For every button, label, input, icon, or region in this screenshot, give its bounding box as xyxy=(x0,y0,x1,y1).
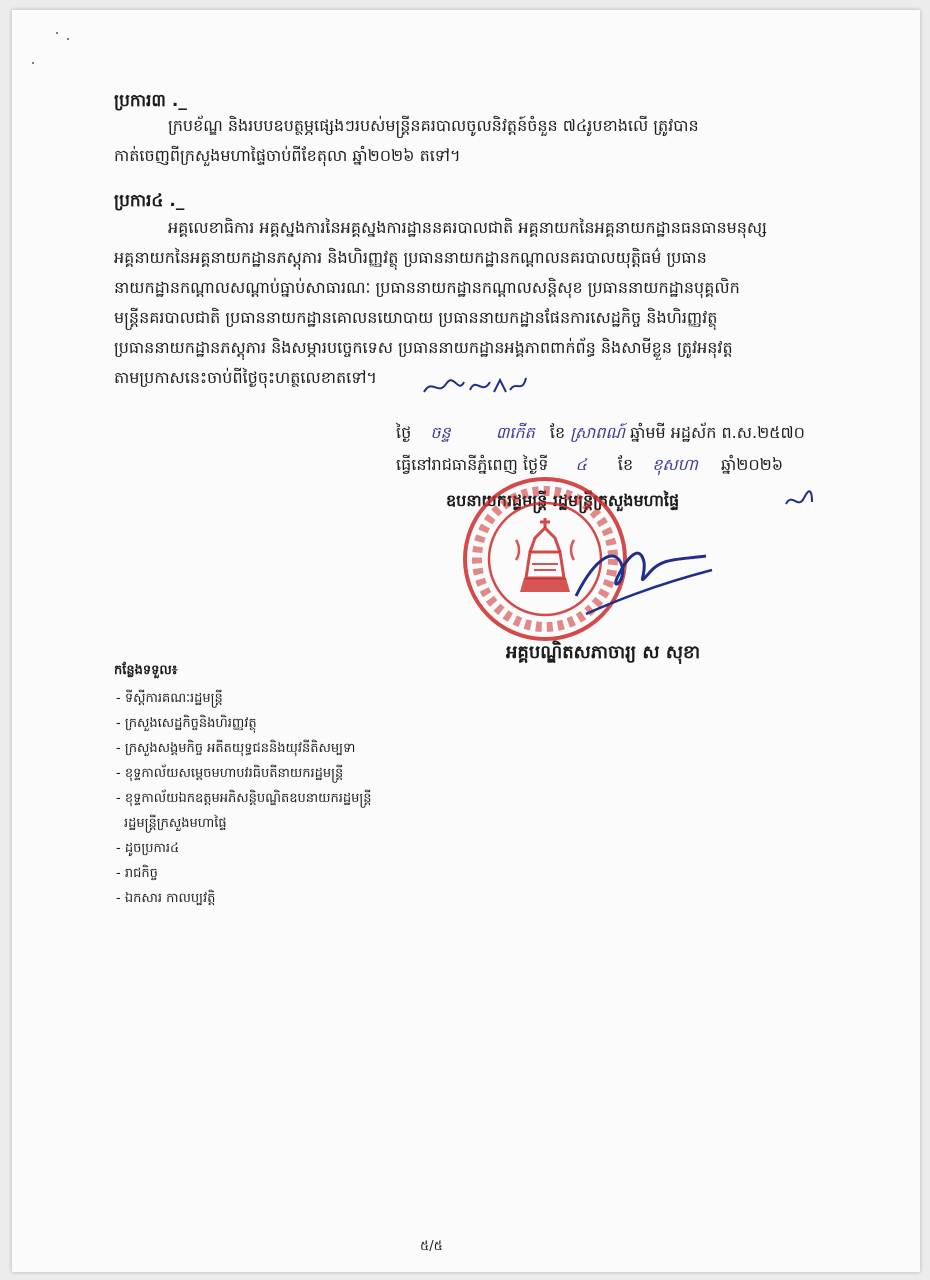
solar-month-handwritten: ខុសហា xyxy=(652,455,698,474)
article-4-line-4: មន្ត្រីនគរបាលជាតិ ប្រធាននាយកដ្ឋានគោលនយោបាយ ប្រធាននាយកដ្ឋានផែនការសេដ្ឋកិច្ច និងហិរញ្ញវត្ថុ xyxy=(114,308,718,327)
signatory-title: ឧបនាយករដ្ឋមន្ត្រី រដ្ឋមន្ត្រីក្រសួងមហាផ្ទៃ xyxy=(446,491,680,510)
recipient-item: - ឯកសារ កាលប្បវត្តិ xyxy=(116,891,216,906)
document-page xyxy=(12,10,920,1272)
article-4-line-5: ប្រធាននាយកដ្ឋានភស្តុភារ និងសម្ភារបច្ចេកទេស ប្រធាននាយកដ្ឋានអង្គភាពពាក់ព័ន្ធ និងសាមីខ្លួន ត្រូវអនុវត្ត xyxy=(114,338,733,357)
title-initial-scribble-icon xyxy=(782,488,816,514)
recipient-item: - រាជកិច្ច xyxy=(116,866,158,881)
recipient-item: - ក្រសួងសេដ្ឋកិច្ចនិងហិរញ្ញវត្ថុ xyxy=(116,716,257,731)
recipient-item: - ក្រសួងសង្គមកិច្ច អតីតយុទ្ធជននិងយុវនីតិសម្បទា xyxy=(116,741,356,756)
lunar-day-handwritten: ចន្ទ xyxy=(430,423,451,442)
lunar-date-line: ថ្ងៃ ចន្ទ ៣កើត ខែ ស្រាពណ៍ ឆ្នាំមមី អដ្ឋស័ក ព.ស.២៥៧០ xyxy=(396,423,805,442)
page-number: ៥/៥ xyxy=(420,1239,443,1254)
recipient-item: - ខុទ្ទកាល័យសម្តេចមហាបវរធិបតីនាយករដ្ឋមន្ត្រី xyxy=(116,766,344,781)
solar-date-line: ធ្វើនៅរាជធានីភ្នំពេញ ថ្ងៃទី ៤ ខែ ខុសហា ឆ្នាំ២០២៦ xyxy=(396,455,784,474)
recipient-item-continuation: រដ្ឋមន្ត្រីក្រសួងមហាផ្ទៃ xyxy=(124,816,227,831)
signature-icon xyxy=(566,536,716,620)
article-4-heading: ប្រការ៤ ._ xyxy=(114,191,185,211)
recipients-title: កន្លែងទទួល៖ xyxy=(114,663,178,678)
scan-speck xyxy=(67,38,69,40)
article-3-line-1: ក្របខ័ណ្ឌ និងរបបឧបត្ថម្ភផ្សេងៗរបស់មន្ត្រីនគរបាលចូលនិវត្តន៍ចំនួន ៧៤រូបខាងលើ ត្រូវបាន xyxy=(168,116,699,135)
initials-scribble-icon xyxy=(420,374,530,400)
article-4-line-1: អគ្គលេខាធិការ អគ្គស្នងការនៃអគ្គស្នងការដ្ឋាននគរបាលជាតិ អគ្គនាយកនៃអគ្គនាយកដ្ឋានធនធានមនុស្ស xyxy=(168,218,767,237)
article-3-heading: ប្រការ៣ ._ xyxy=(114,91,187,111)
scan-speck xyxy=(56,32,58,34)
signatory-name: អគ្គបណ្ឌិតសភាចារ្យ ស សុខា xyxy=(506,642,701,663)
article-4-line-2: អគ្គនាយកនៃអគ្គនាយកដ្ឋានភស្តុភារ និងហិរញ្ញវត្ថុ ប្រធាននាយកដ្ឋានកណ្តាលនគរបាលយុត្តិធម៌ ប្រធាន xyxy=(114,248,707,267)
solar-day-handwritten: ៤ xyxy=(575,455,587,474)
scan-speck xyxy=(32,62,34,64)
article-4-line-3: នាយកដ្ឋានកណ្តាលសណ្តាប់ធ្នាប់សាធារណៈ ប្រធាននាយកដ្ឋានកណ្តាលសន្តិសុខ ប្រធាននាយកដ្ឋានបុគ្គលិក xyxy=(114,278,740,297)
lunar-date-handwritten: ៣កើត xyxy=(495,423,535,442)
recipient-item: - ខុទ្ទកាល័យឯកឧត្តមអភិសន្តិបណ្ឌិតឧបនាយករដ្ឋមន្ត្រី xyxy=(116,791,372,806)
lunar-year-text: ឆ្នាំមមី អដ្ឋស័ក ព.ស.២៥៧០ xyxy=(630,423,805,442)
recipient-item: - ដូចប្រការ៤ xyxy=(116,841,180,856)
recipient-item: - ទីស្តីការគណៈរដ្ឋមន្ត្រី xyxy=(116,691,223,706)
article-4-line-6: តាមប្រកាសនេះចាប់ពីថ្ងៃចុះហត្ថលេខាតទៅ។ xyxy=(114,368,377,387)
lunar-month-handwritten: ស្រាពណ៍ xyxy=(570,423,625,442)
article-3-line-2: កាត់ចេញពីក្រសួងមហាផ្ទៃចាប់ពីខែតុលា ឆ្នាំ២០២៦ តទៅ។ xyxy=(114,146,461,165)
recipients-list xyxy=(116,686,372,911)
